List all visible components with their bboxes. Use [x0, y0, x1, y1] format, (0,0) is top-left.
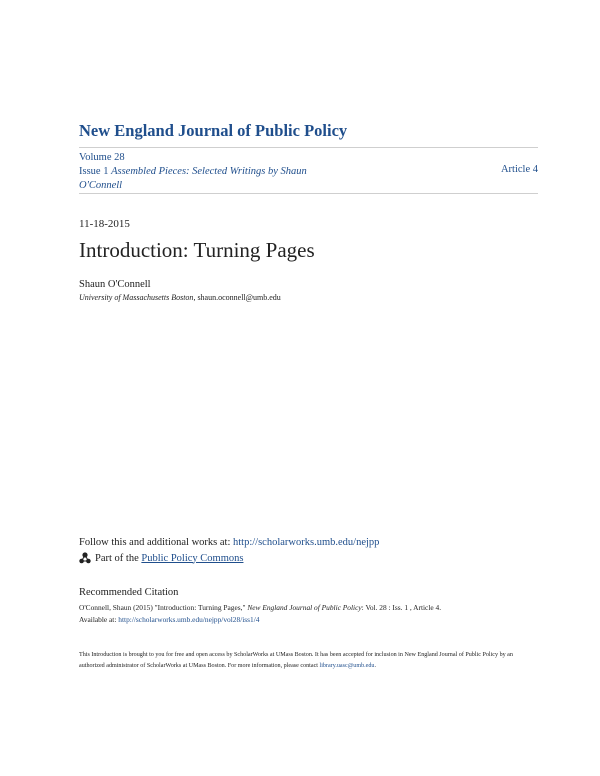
article-title: Introduction: Turning Pages — [79, 238, 315, 262]
header-rule-bottom — [79, 193, 538, 194]
volume-link[interactable]: Volume 28 — [79, 152, 125, 163]
issue-link[interactable] — [79, 165, 339, 193]
recommended-citation-heading: Recommended Citation — [79, 587, 179, 598]
available-label: Available at: — [79, 615, 119, 624]
article-number-link[interactable]: Article 4 — [500, 164, 538, 175]
author-name: Shaun O'Connell — [79, 279, 151, 290]
citation-text — [79, 602, 529, 626]
journal-title[interactable]: New England Journal of Public Policy — [79, 121, 348, 140]
access-notice — [79, 650, 519, 672]
available-url-link[interactable]: http://scholarworks.umb.edu/nejpp/vol28/iss1/4 — [118, 615, 260, 624]
header-rule-top — [79, 147, 538, 148]
citation-authors: O'Connell, Shaun (2015) "Introduction: Turning Pages," — [79, 603, 248, 612]
part-of-line — [79, 552, 243, 564]
public-policy-commons-link[interactable]: Public Policy Commons — [141, 552, 244, 564]
issue-prefix: Issue 1 — [79, 166, 112, 177]
network-commons-icon — [79, 552, 91, 564]
institution: University of Massachusetts Boston — [79, 293, 194, 302]
citation-details: : Vol. 28 : Iss. 1 , Article 4. — [361, 603, 442, 612]
part-of-text: Part of the — [95, 552, 139, 564]
author-affiliation — [79, 293, 281, 302]
contact-email-link[interactable]: library.uasc@umb.edu — [319, 663, 375, 669]
follow-text: Follow this and additional works at: — [79, 537, 233, 548]
notice-end: . — [374, 663, 376, 669]
author-email: , shaun.oconnell@umb.edu — [193, 293, 281, 302]
citation-journal: New England Journal of Public Policy — [247, 603, 362, 612]
follow-line — [79, 537, 379, 548]
follow-url-link[interactable]: http://scholarworks.umb.edu/nejpp — [233, 537, 380, 548]
issue-title: Assembled Pieces: Selected Writings by Shaun O'Connell — [79, 166, 307, 191]
publication-date: 11-18-2015 — [79, 218, 130, 230]
notice-text: This Introduction is brought to you for free and open access by ScholarWorks at UMass Boston. It has been accepted for inclusion in New England Journal of Public Policy by an authorized administrator of ScholarWorks at UMass Boston. For more information, please contact — [79, 652, 513, 669]
